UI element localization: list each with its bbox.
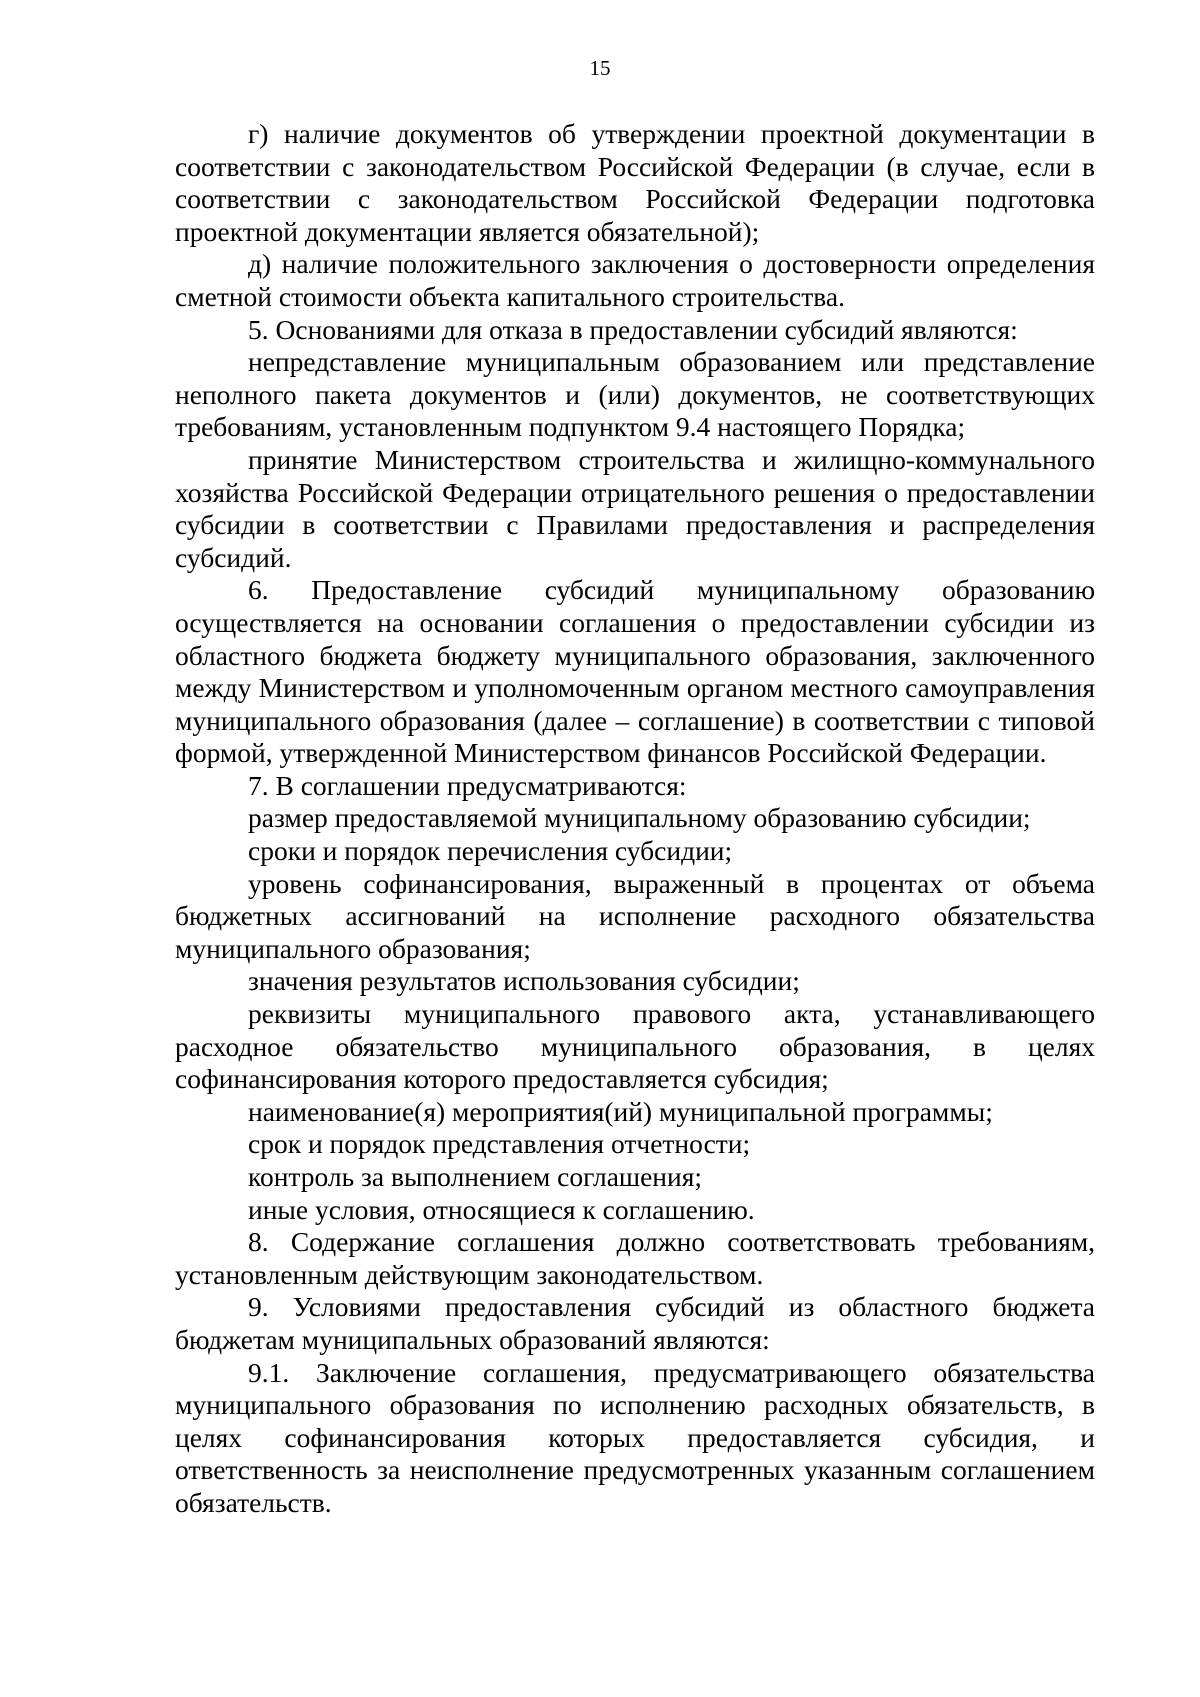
paragraph-clause-6: 6. Предоставление субсидий муниципальному образованию осуществляется на основании соглашения о предоставлении субсидии из областного бюджета бюджету муниципального образования, заключенного между Министерством и уполномоченным органом местного самоуправления муниципального образования (далее – соглашение) в соответствии с типовой формой, утвержденной Министерством финансов Российской Федерации. xyxy=(175,574,1095,769)
paragraph-agreement-term-program: наименование(я) мероприятия(ий) муниципальной программы; xyxy=(248,1095,993,1127)
paragraph-agreement-term-reporting: срок и порядок представления отчетности; xyxy=(248,1128,751,1160)
page-number: 15 xyxy=(589,56,611,80)
paragraph-agreement-term-cofinancing: уровень софинансирования, выраженный в процентах от объема бюджетных ассигнований на исполнение расходного обязательства муниципального образования; xyxy=(175,867,1095,964)
paragraph-item-d: д) наличие положительного заключения о достоверности определения сметной стоимости объекта капитального строительства. xyxy=(175,248,1095,312)
paragraph-refusal-reason-2: принятие Министерством строительства и жилищно-коммунального хозяйства Российской Федерации отрицательного решения о предоставлении субсидии в соответствии с Правилами предоставления и распределения субсидий. xyxy=(175,443,1095,573)
paragraph-clause-8: 8. Содержание соглашения должно соответствовать требованиям, установленным действующим законодательством. xyxy=(175,1226,1095,1290)
paragraph-agreement-term-schedule: сроки и порядок перечисления субсидии; xyxy=(248,835,733,867)
paragraph-agreement-term-size: размер предоставляемой муниципальному образованию субсидии; xyxy=(248,802,1031,834)
paragraph-agreement-term-results: значения результатов использования субсидии; xyxy=(248,965,800,997)
document-body xyxy=(175,118,1095,1520)
paragraph-agreement-term-legal-act: реквизиты муниципального правового акта, устанавливающего расходное обязательство муниципального образования, в целях софинансирования которого предоставляется субсидия; xyxy=(175,998,1095,1095)
paragraph-item-g: г) наличие документов об утверждении проектной документации в соответствии с законодательством Российской Федерации (в случае, если в соответствии с законодательством Российской Федерации подготовка проектной документации является обязательной); xyxy=(175,118,1095,247)
paragraph-refusal-reason-1: непредставление муниципальным образованием или представление неполного пакета документов и (или) документов, не соответствующих требованиям, установленным подпунктом 9.4 настоящего Порядка; xyxy=(175,346,1095,443)
paragraph-clause-5: 5. Основаниями для отказа в предоставлении субсидий являются: xyxy=(248,313,1018,345)
paragraph-clause-7: 7. В соглашении предусматриваются: xyxy=(248,769,687,801)
paragraph-agreement-term-other: иные условия, относящиеся к соглашению. xyxy=(248,1193,755,1225)
paragraph-clause-9-1: 9.1. Заключение соглашения, предусматривающего обязательства муниципального образования по исполнению расходных обязательств, в целях софинансирования которых предоставляется субсидия, и ответственность за неисполнение предусмотренных указанным соглашением обязательств. xyxy=(175,1356,1095,1518)
paragraph-clause-9: 9. Условиями предоставления субсидий из областного бюджета бюджетам муниципальных образований являются: xyxy=(175,1291,1095,1355)
paragraph-agreement-term-control: контроль за выполнением соглашения; xyxy=(248,1161,703,1192)
